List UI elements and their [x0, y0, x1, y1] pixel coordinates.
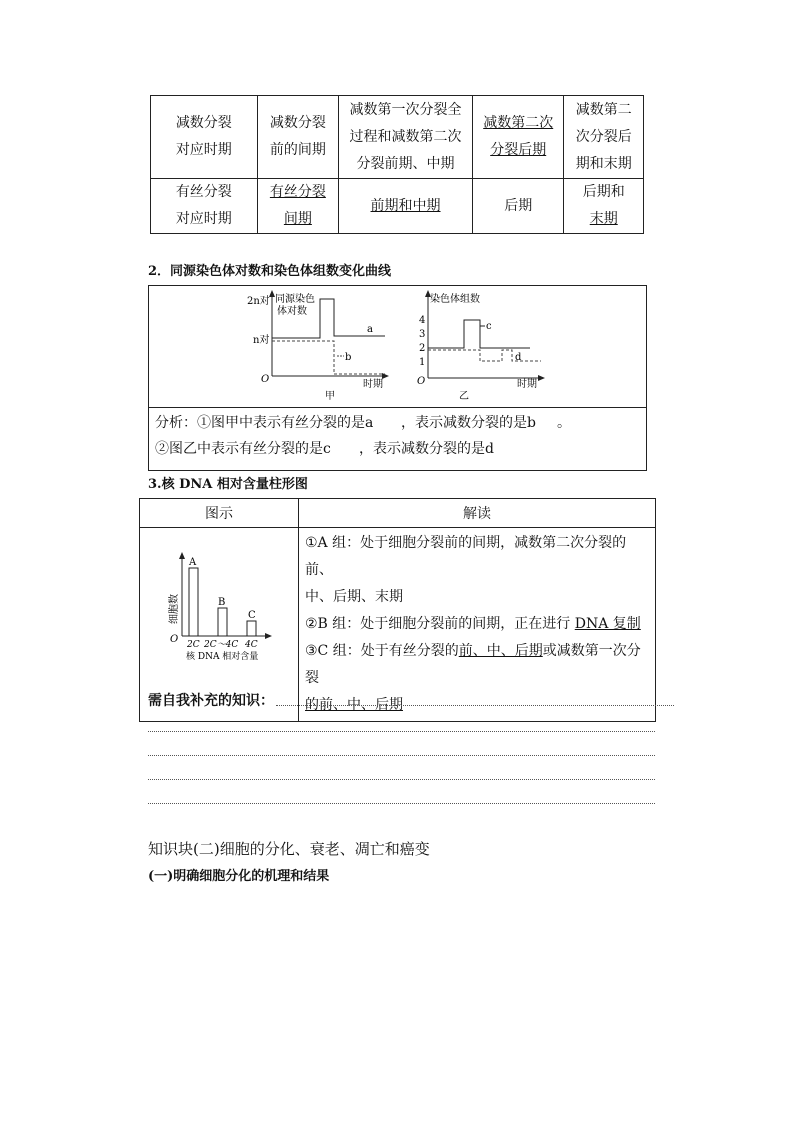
curve-figure-box	[148, 285, 647, 471]
meiosis-stage2-cell: 减数第一次分裂全 过程和减数第二次 分裂前期、中期	[339, 96, 473, 179]
jia-caption: 甲	[325, 391, 335, 402]
note-line-3[interactable]	[148, 755, 655, 756]
cell-text: 减数分裂	[175, 115, 232, 131]
note-line-4[interactable]	[148, 779, 655, 780]
mitosis-header-cell: 有丝分裂 对应时期	[151, 179, 258, 234]
bar-x-tick-2: 2C～4C	[204, 640, 239, 650]
meiosis-stage3-cell: 减数第二次 分裂后期	[472, 96, 564, 179]
yi-curve-d	[428, 350, 541, 361]
analysis-line-2: ②图乙中表示有丝分裂的是c ，表示减数分裂的是d	[155, 441, 494, 457]
yi-caption: 乙	[459, 391, 469, 402]
jia-x-arrow	[382, 373, 389, 379]
chart-yi	[417, 290, 545, 390]
meiosis-interphase-cell: 减数分裂 前的间期	[257, 96, 338, 179]
mitosis-stage2-cell: 前期和中期	[339, 179, 473, 234]
yi-curve-c	[428, 320, 530, 348]
note-line-5[interactable]	[148, 803, 655, 804]
yi-curve-c-label: c	[486, 321, 492, 332]
jia-y-label-2: 体对数	[277, 306, 307, 317]
answer-a: a	[365, 415, 374, 431]
notes-label: 需自我补充的知识：	[148, 693, 274, 709]
yi-tick-3: 3	[419, 329, 426, 340]
interp-a: ①A 组：处于细胞分裂前的间期，减数第二次分裂的前、 中、后期、末期	[305, 535, 627, 605]
bar-c	[247, 621, 256, 636]
yi-x-arrow	[538, 375, 545, 381]
chart-jia	[247, 290, 389, 390]
jia-curve-b-label: b	[345, 352, 352, 363]
jia-tick-n: n对	[253, 335, 270, 346]
bar-x-label: 核 DNA 相对含量	[186, 652, 259, 662]
interpretation-cell	[299, 528, 656, 722]
interp-c: ③C 组：处于有丝分裂的前、中、后期或减数第一次分裂 的前、中、后期	[305, 643, 641, 713]
answer-d: d	[485, 441, 494, 457]
note-line-2[interactable]	[148, 731, 655, 732]
bar-b	[218, 608, 227, 636]
dna-bar-chart	[140, 528, 296, 666]
jia-curve-b	[272, 341, 385, 374]
knowledge-block-title: 知识块(二)细胞的分化、衰老、凋亡和癌变	[148, 840, 430, 858]
mitosis-stage3-cell: 后期	[472, 179, 564, 234]
section3-title: 3.核 DNA 相对含量柱形图	[148, 477, 308, 492]
yi-curve-d-label: d	[515, 352, 522, 363]
bar-x-tick-1: 2C	[187, 640, 200, 650]
meiosis-stage4-cell: 减数第二 次分裂后 期和末期	[564, 96, 644, 179]
yi-tick-2: 2	[419, 343, 426, 354]
bar-origin: O	[170, 634, 179, 645]
meiosis-header-cell	[151, 96, 258, 179]
bar-y-label: 细胞数	[169, 594, 180, 624]
yi-x-label: 时期	[517, 379, 537, 390]
bar-a	[189, 568, 198, 636]
jia-origin: O	[261, 374, 270, 385]
bar-x-arrow	[265, 633, 272, 639]
dna-content-table	[139, 498, 656, 722]
jia-tick-2n: 2n对	[247, 296, 270, 307]
analysis-line-1: 分析：①图甲中表示有丝分裂的是a ，表示减数分裂的是b 。	[155, 415, 571, 431]
yi-origin: O	[417, 376, 426, 387]
interp-b: ②B 组：处于细胞分裂前的间期，正在进行 DNA 复制	[305, 616, 641, 632]
answer-b: b	[527, 415, 536, 431]
jia-curve-a-label: a	[367, 324, 373, 335]
yi-y-label: 染色体组数	[430, 294, 480, 305]
bar-x-tick-3: 4C	[245, 640, 258, 650]
knowledge-block-subtitle: (一)明确细胞分化的机理和结果	[148, 869, 330, 884]
bar-y-arrow	[179, 552, 185, 559]
yi-tick-4: 4	[419, 315, 426, 326]
section2-title: 2．同源染色体对数和染色体组数变化曲线	[148, 264, 392, 279]
answer-c: c	[323, 441, 331, 457]
bar-a-label: A	[189, 557, 197, 568]
mitosis-stage4-cell: 后期和 末期	[564, 179, 644, 234]
curve-figures	[149, 286, 646, 407]
col-header-interpretation: 解读	[299, 499, 656, 528]
cell-text: 对应时期	[175, 142, 232, 158]
yi-tick-1: 1	[419, 357, 426, 368]
bar-c-label: C	[248, 610, 256, 621]
figure-divider	[149, 407, 646, 408]
stage-correspondence-table	[150, 95, 644, 234]
note-line-1[interactable]	[276, 705, 674, 706]
jia-x-label: 时期	[363, 379, 383, 390]
mitosis-interphase-cell: 有丝分裂 间期	[257, 179, 338, 234]
bar-b-label: B	[218, 597, 226, 608]
col-header-figure: 图示	[140, 499, 299, 528]
jia-y-label-1: 同源染色	[275, 294, 315, 305]
